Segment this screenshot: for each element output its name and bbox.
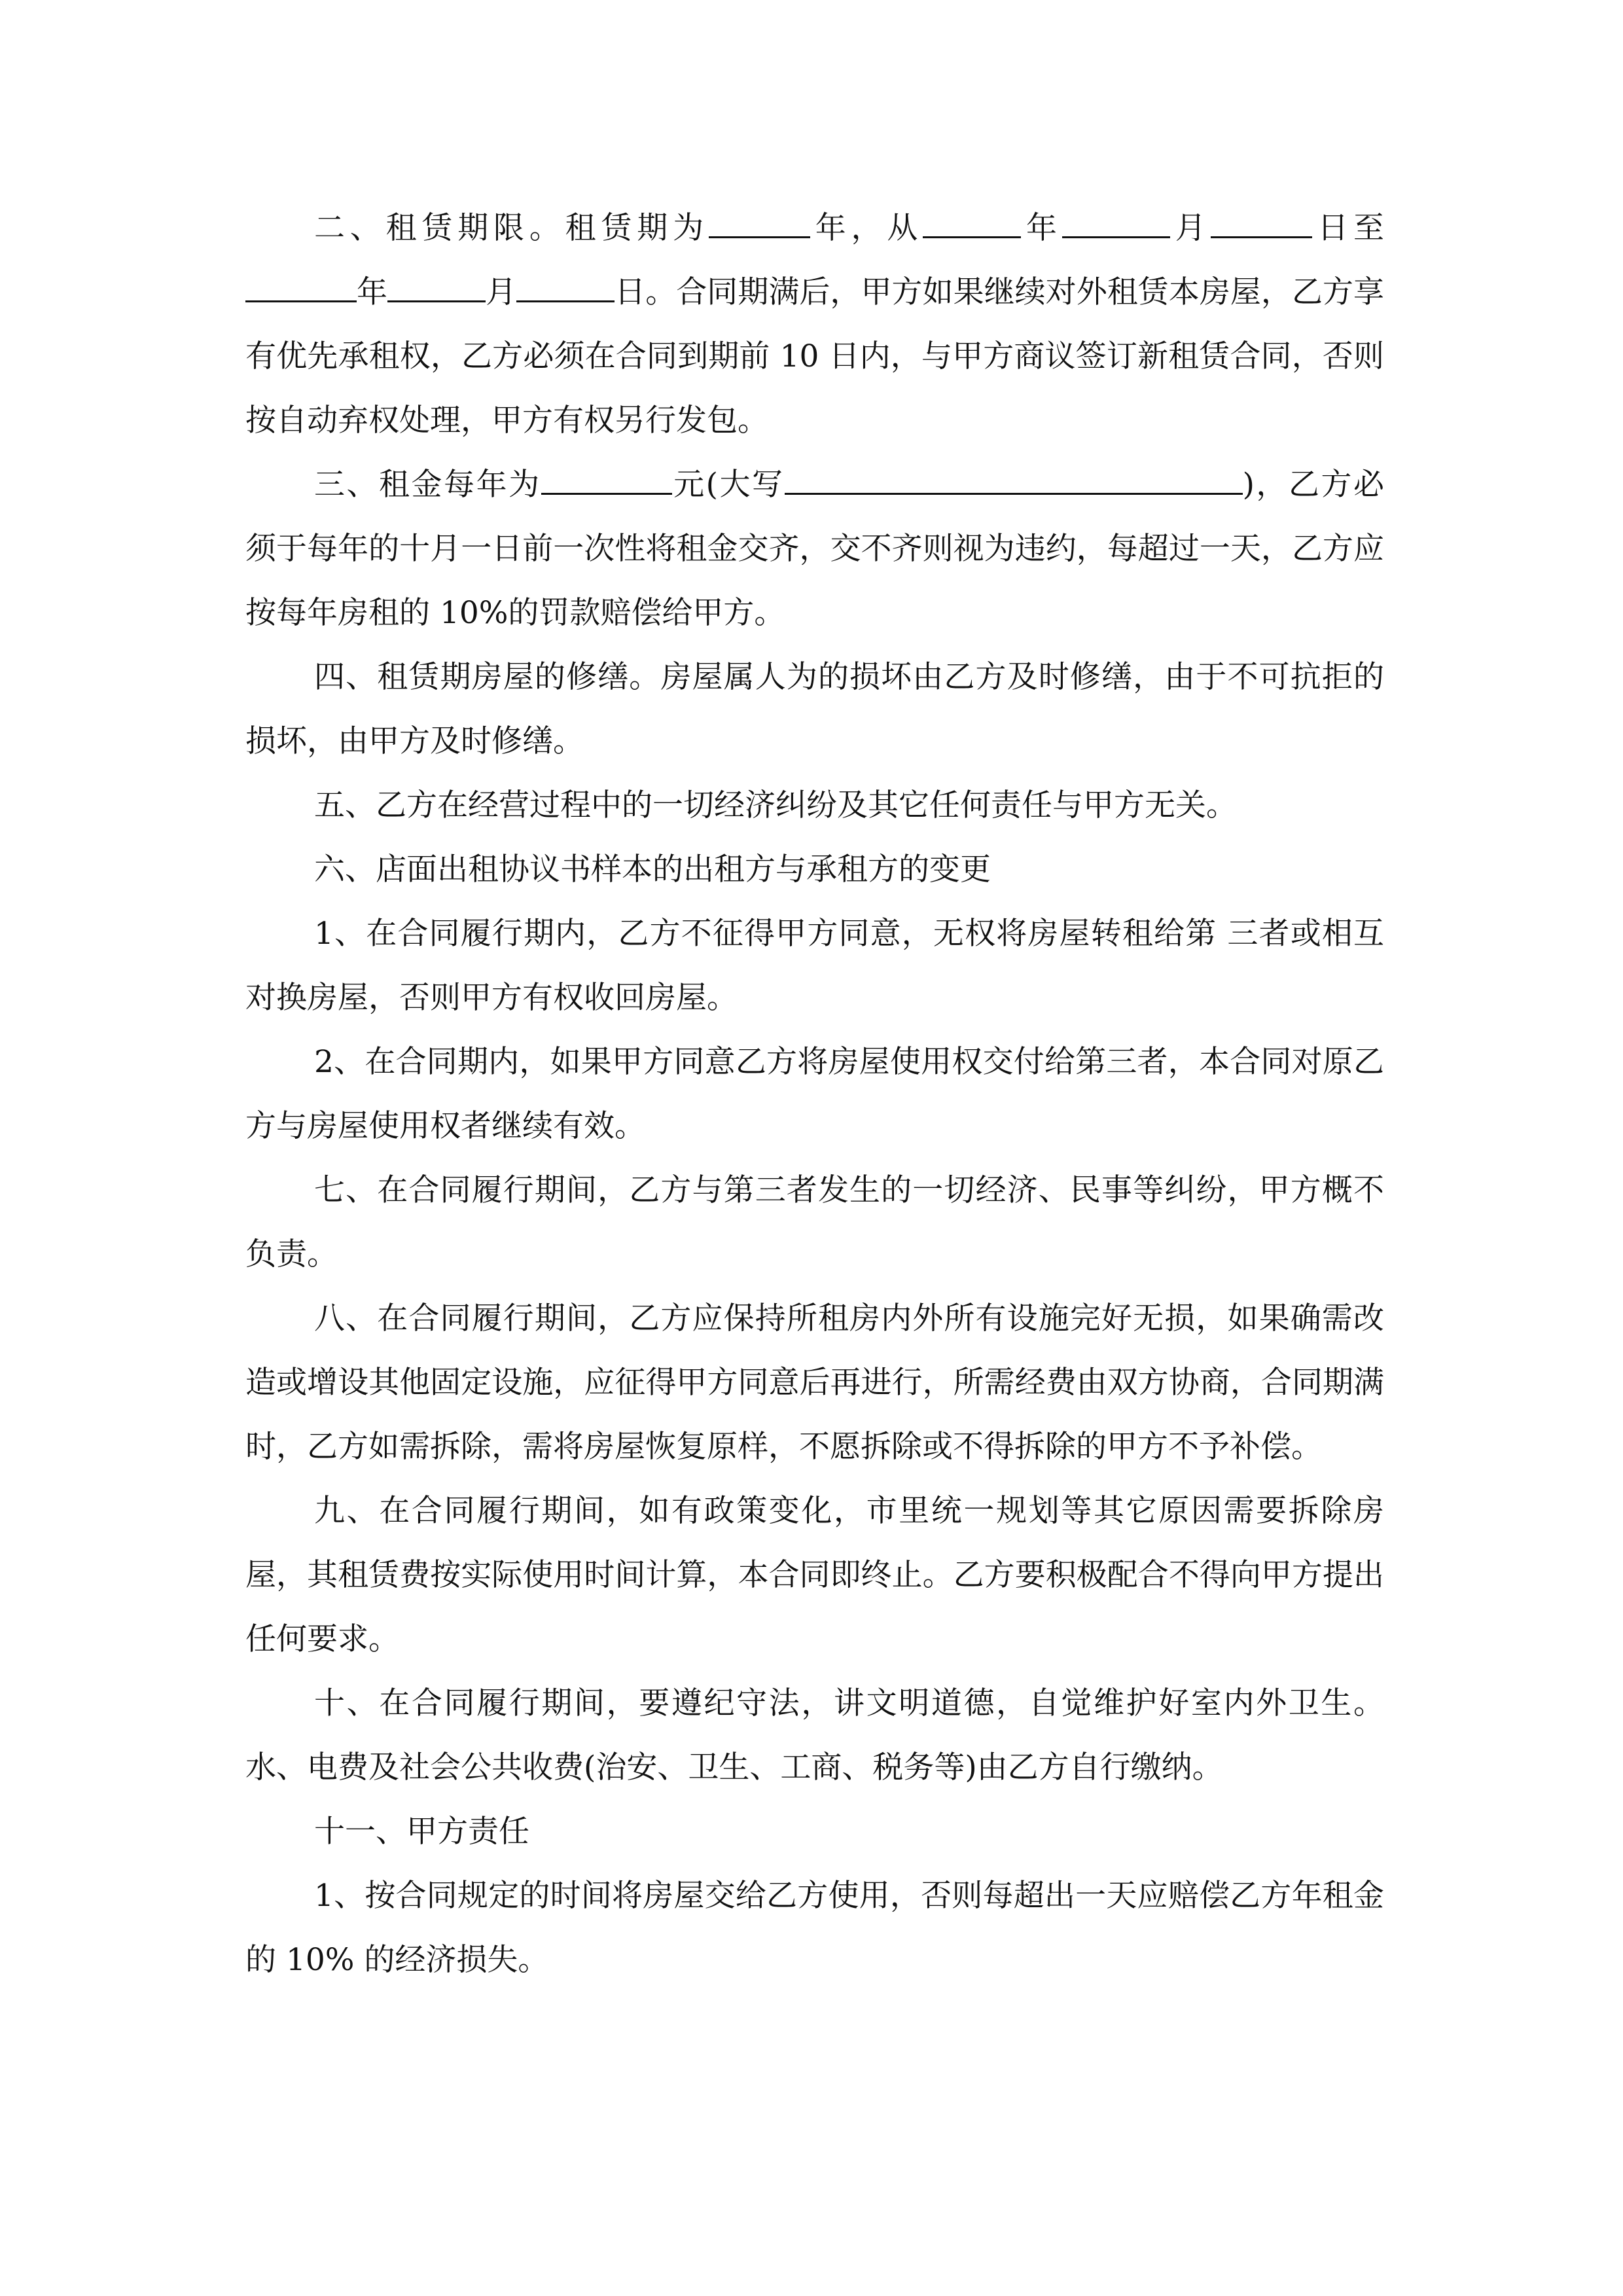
clause-policy-change: 九、在合同履行期间，如有政策变化，市里统一规划等其它原因需要拆除房屋，其租赁费按实际使用时间计算，本合同即终止。乙方要积极配合不得向甲方提出任何要求。 <box>245 1493 1384 1657</box>
clause-lease-term <box>245 196 1384 453</box>
clause-conduct: 十、在合同履行期间，要遵纪守法，讲文明道德，自觉维护好室内外卫生。水、电费及社会公共收费(治安、卫生、工商、税务等)由乙方自行缴纳。 <box>245 1685 1384 1785</box>
lease-term-month-label: 月 <box>1169 210 1211 246</box>
clause-party-change-2: 2、在合同期内，如果甲方同意乙方将房屋使用权交付给第三者，本合同对原乙方与房屋使用权者继续有效。 <box>245 1044 1384 1144</box>
blank-rent-uppercase <box>785 459 1243 495</box>
lease-term-from: 年，从 <box>810 210 923 246</box>
clause-facilities: 八、在合同履行期间，乙方应保持所租房内外所有设施完好无损，如果确需改造或增设其他固定设施，应征得甲方同意后再进行，所需经费由双方协商，合同期满时，乙方如需拆除，需将房屋恢复原样，不愿拆除或不得拆除的甲方不予补偿。 <box>245 1300 1384 1465</box>
blank-end-month <box>387 266 486 302</box>
lease-term-end-year-label: 年 <box>357 274 388 310</box>
blank-start-month <box>1062 202 1170 238</box>
lease-term-to: 日至 <box>1312 210 1385 246</box>
clause-party-change: 六、店面出租协议书样本的出租方与承租方的变更 <box>314 852 991 888</box>
clause-lessor-duty: 十一、甲方责任 <box>314 1814 529 1850</box>
blank-years <box>709 202 810 238</box>
blank-end-year <box>245 266 357 302</box>
clause-lessor-duty-1: 1、按合同规定的时间将房屋交给乙方使用，否则每超出一天应赔偿乙方年租金的 10% 的经济损失。 <box>245 1878 1384 1978</box>
lease-term-year-label: 年 <box>1021 210 1062 246</box>
blank-rent-amount <box>541 459 672 495</box>
rent-rest: )，乙方必须于每年的十月一日前一次性将租金交齐，交不齐则视为违约，每超过一天，乙方应按每年房租的 10%的罚款赔偿给甲方。 <box>245 467 1384 631</box>
clause-party-change-1: 1、在合同履行期内，乙方不征得甲方同意，无权将房屋转租给第 三者或相互对换房屋，否则甲方有权收回房屋。 <box>245 916 1384 1016</box>
lease-term-end-month-label: 月 <box>486 274 517 310</box>
clause-rent <box>245 453 1384 645</box>
contract-page <box>245 196 1384 1992</box>
clause-repairs: 四、租赁期房屋的修缮。房屋属人为的损坏由乙方及时修缮，由于不可抗拒的损坏，由甲方及时修缮。 <box>245 659 1384 759</box>
rent-text: 三、租金每年为 <box>314 467 541 503</box>
lease-term-text: 二、租赁期限。租赁期为 <box>314 210 709 246</box>
lease-term-rest: 日。合同期满后，甲方如果继续对外租赁本房屋，乙方享有优先承租权，乙方必须在合同到期前 10 日内，与甲方商议签订新租赁合同，否则按自动弃权处理，甲方有权另行发包。 <box>245 274 1385 439</box>
blank-start-year <box>923 202 1021 238</box>
clause-third-party: 七、在合同履行期间，乙方与第三者发生的一切经济、民事等纠纷，甲方概不负责。 <box>245 1172 1384 1272</box>
clause-liability: 五、乙方在经营过程中的一切经济纠纷及其它任何责任与甲方无关。 <box>314 787 1237 823</box>
blank-end-day <box>516 266 615 302</box>
rent-uppercase-label: 元(大写 <box>671 467 785 503</box>
blank-start-day <box>1211 202 1312 238</box>
